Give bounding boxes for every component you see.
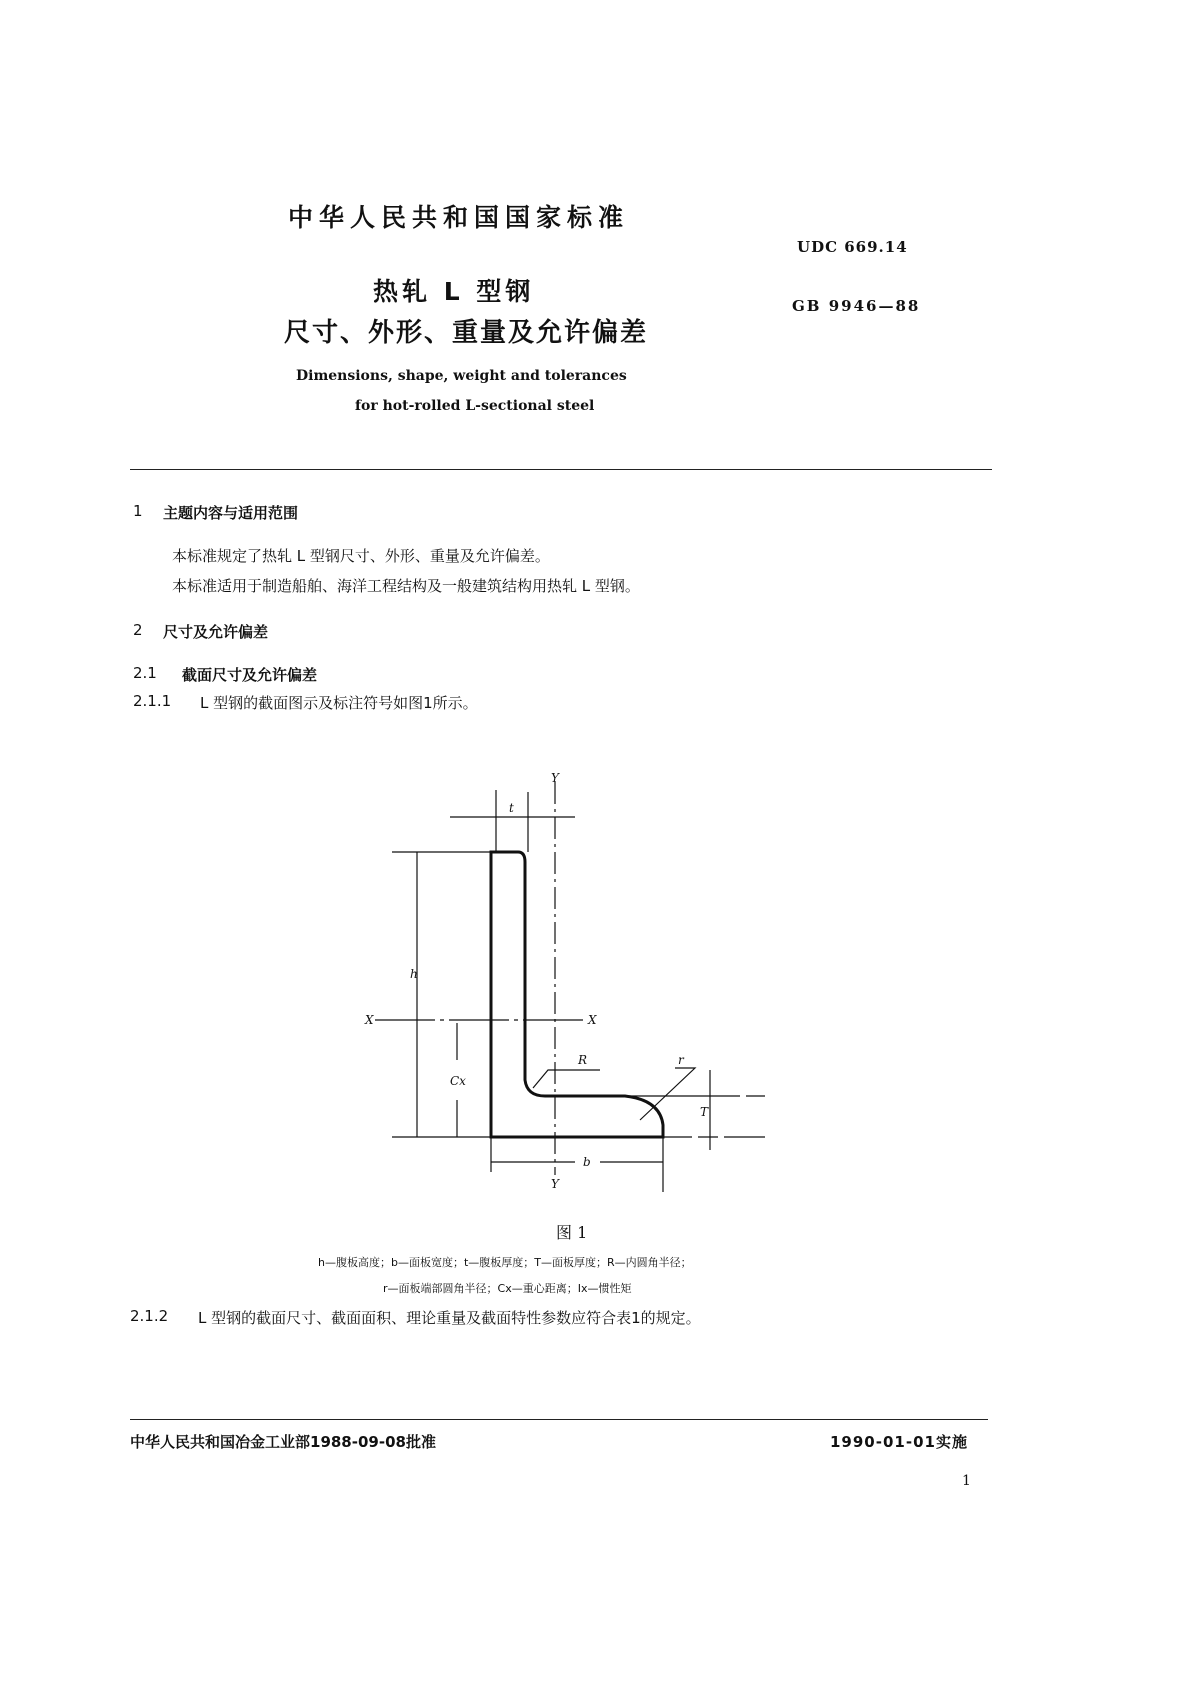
section-1-paragraph-2: 本标准适用于制造船舶、海洋工程结构及一般建筑结构用热轧 L 型钢。 — [172, 577, 640, 595]
effective-date: 1990-01-01实施 — [830, 1433, 968, 1451]
title-line-2: 尺寸、外形、重量及允许偏差 — [284, 318, 649, 348]
english-title-1: Dimensions, shape, weight and tolerances — [296, 368, 627, 384]
approval-note: 中华人民共和国冶金工业部1988-09-08批准 — [130, 1433, 436, 1451]
figure-legend-2: r—面板端部圆角半径；Cx—重心距离；Ix—惯性矩 — [383, 1282, 632, 1295]
section-2-1-1-text: L 型钢的截面图示及标注符号如图1所示。 — [200, 694, 478, 712]
t-label: t — [509, 801, 514, 815]
section-1-title: 主题内容与适用范围 — [163, 504, 299, 522]
footer-divider — [130, 1419, 988, 1420]
section-2-1-2-number: 2.1.2 — [130, 1307, 169, 1325]
r-inner-label: R — [578, 1053, 588, 1067]
issuer: 中华人民共和国国家标准 — [288, 203, 630, 232]
h-label: h — [410, 967, 418, 981]
section-2-1-title: 截面尺寸及允许偏差 — [182, 666, 318, 684]
section-2-title: 尺寸及允许偏差 — [163, 623, 269, 641]
section-1-number: 1 — [133, 502, 143, 520]
y-axis-label-bottom: Y — [551, 1177, 559, 1191]
t-flange-label: T — [700, 1105, 709, 1119]
section-2-number: 2 — [133, 621, 143, 639]
x-axis-label-right: X — [588, 1013, 597, 1027]
page-number: 1 — [962, 1473, 971, 1489]
cx-label: Cx — [450, 1074, 466, 1088]
gb-number: GB 9946—88 — [792, 297, 921, 315]
udc-code: UDC 669.14 — [797, 238, 908, 256]
title-line-1: 热轧 L 型钢 — [373, 277, 535, 306]
r-end-label: r — [678, 1053, 684, 1067]
b-label: b — [583, 1155, 591, 1169]
section-2-1-2-text: L 型钢的截面尺寸、截面面积、理论重量及截面特性参数应符合表1的规定。 — [198, 1309, 701, 1327]
section-2-1-1-number: 2.1.1 — [133, 692, 172, 710]
english-title-2: for hot-rolled L-sectional steel — [355, 398, 595, 414]
y-axis-label-top: Y — [551, 771, 559, 785]
figure-legend-1: h—腹板高度；b—面板宽度；t—腹板厚度；T—面板厚度；R—内圆角半径； — [318, 1256, 692, 1269]
x-axis-label-left: X — [365, 1013, 374, 1027]
figure-caption: 图 1 — [556, 1223, 588, 1242]
section-2-1-number: 2.1 — [133, 664, 157, 682]
section-1-paragraph-1: 本标准规定了热轧 L 型钢尺寸、外形、重量及允许偏差。 — [172, 547, 550, 565]
